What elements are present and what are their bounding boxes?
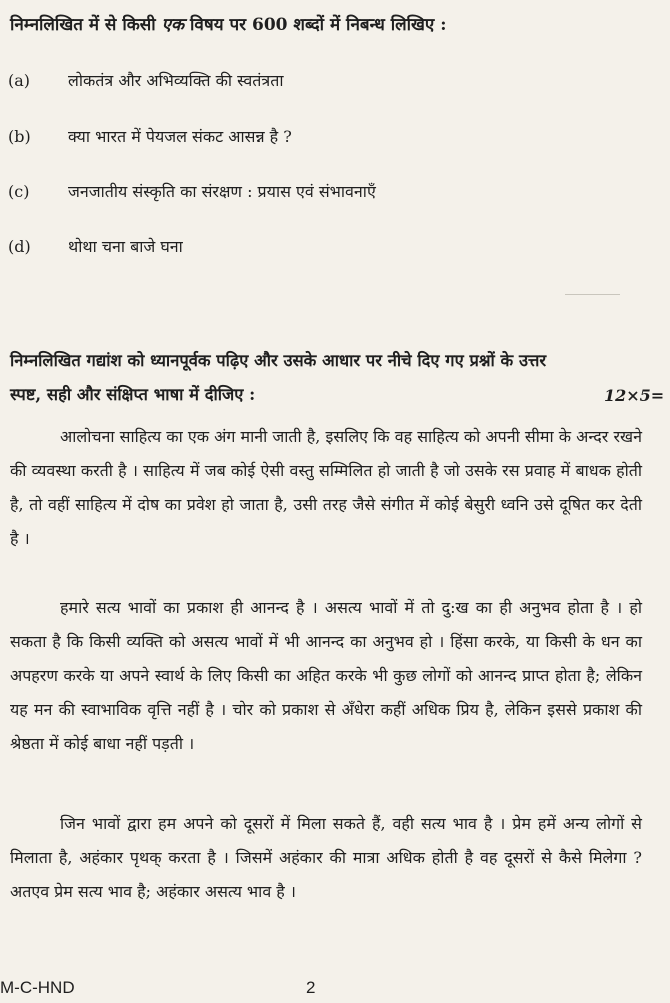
passage-heading-line-2: स्पष्ट, सही और संक्षिप्त भाषा में दीजिए : <box>10 385 256 404</box>
essay-option-c <box>8 181 376 203</box>
passage-heading-line-1: निम्नलिखित गद्यांश को ध्यानपूर्वक पढ़िए और उसके आधार पर नीचे दिए गए प्रश्नों के उत्तर <box>10 351 547 370</box>
essay-option-a <box>8 70 283 92</box>
essay-question-heading <box>10 10 638 40</box>
option-label: (d) <box>8 237 31 256</box>
option-label: (a) <box>8 71 31 90</box>
option-text: लोकतंत्र और अभिव्यक्ति की स्वतंत्रता <box>68 71 284 90</box>
passage-question-heading <box>10 344 670 412</box>
option-text: जनजातीय संस्कृति का संरक्षण : प्रयास एवं संभावनाएँ <box>68 182 376 201</box>
marks-label: 12×5= <box>604 386 665 405</box>
passage-paragraph-3: जिन भावों द्वारा हम अपने को दूसरों में मिला सकते हैं, वही सत्य भाव है । प्रेम हमें अन्य लोगों से मिलाता है, अहंकार पृथक् करता है । जिसमें अहंकार की मात्रा अधिक होती है वह दूसरों से कैसे मिलेगा ? अतएव प्रेम सत्य भाव है; अहंकार असत्य भाव है । <box>10 814 642 901</box>
heading-emphasis: एक <box>161 15 185 35</box>
essay-option-b <box>8 126 292 148</box>
option-label: (b) <box>8 127 31 146</box>
paper-code: M-C-HND <box>0 978 75 997</box>
option-text: थोथा चना बाजे घना <box>68 237 183 256</box>
heading-text-end: विषय पर 600 शब्दों में निबन्ध लिखिए : <box>190 15 447 35</box>
option-text: क्या भारत में पेयजल संकट आसन्न है ? <box>68 127 292 146</box>
option-label: (c) <box>8 182 30 201</box>
passage-paragraph-2: हमारे सत्य भावों का प्रकाश ही आनन्द है । असत्य भावों में तो दु:ख का ही अनुभव होता है । हो सकता है कि किसी व्यक्ति को असत्य भावों में भी आनन्द का अनुभव हो । हिंसा करके, या किसी के धन का अपहरण करके या अपने स्वार्थ के लिए किसी का अहित करके भी कुछ लोगों को आनन्द प्राप्त होता है; लेकिन यह मन की स्वाभाविक वृत्ति नहीं है । चोर को प्रकाश से अँधेरा कहीं अधिक प्रिय है, लेकिन इससे प्रकाश की श्रेष्ठता में कोई बाधा नहीं पड़ती । <box>10 598 642 753</box>
heading-text-start: निम्नलिखित में से किसी <box>10 15 156 35</box>
divider <box>565 294 620 295</box>
passage-paragraph-1: आलोचना साहित्य का एक अंग मानी जाती है, इसलिए कि वह साहित्य को अपनी सीमा के अन्दर रखने की व्यवस्था करती है । साहित्य में जब कोई ऐसी वस्तु सम्मिलित हो जाती है जो उसके रस प्रवाह में बाधक होती है, तो वहीं साहित्य में दोष का प्रवेश हो जाता है, उसी तरह जैसे संगीत में कोई बेसुरी ध्वनि उसे दूषित कर देती है । <box>10 427 642 548</box>
essay-option-d <box>8 236 183 258</box>
page-number: 2 <box>306 978 316 997</box>
